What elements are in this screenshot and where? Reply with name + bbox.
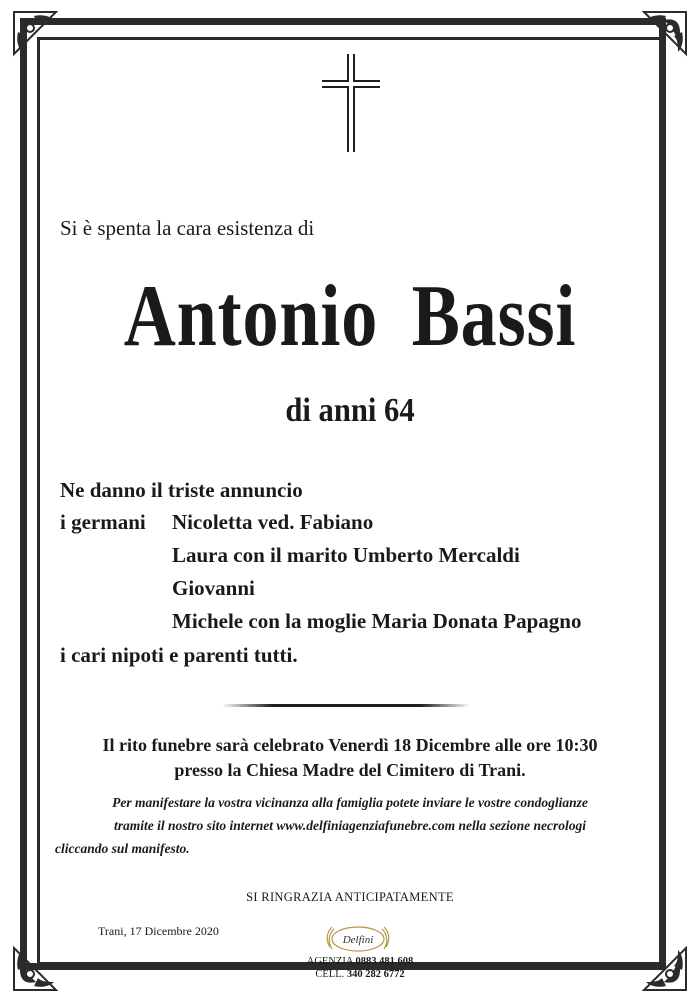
corner-ornament-icon	[10, 944, 60, 994]
family-member: Laura con il marito Umberto Mercaldi	[172, 543, 520, 567]
deceased-name: Antonio Bassi	[123, 268, 577, 365]
place-date: Trani, 17 Dicembre 2020	[98, 924, 219, 938]
cross-icon	[320, 52, 382, 154]
agency-phone: AGENZIA 0883 481 608	[306, 956, 414, 967]
deceased-age: di anni 64	[285, 392, 415, 429]
family-member: Michele con la moglie Maria Donata Papagno	[172, 609, 582, 633]
intro-text: Si è spenta la cara esistenza di	[60, 216, 315, 240]
funeral-location-line: presso la Chiesa Madre del Cimitero di Trani.	[174, 760, 526, 780]
family-member: Nicoletta ved. Fabiano	[172, 510, 374, 534]
divider	[222, 704, 470, 707]
condolences-line: Per manifestare la vostra vicinanza alla famiglia potete inviare le vostre condoglianze	[112, 795, 588, 810]
family-line	[60, 510, 373, 535]
condolences-line: cliccando sul manifesto.	[55, 841, 190, 856]
relation-label: i germani	[60, 510, 146, 534]
closing-text: i cari nipoti e parenti tutti.	[60, 643, 298, 667]
family-member: Giovanni	[172, 576, 255, 600]
corner-ornament-icon	[640, 8, 690, 58]
agency-logo	[322, 921, 394, 955]
agency-cell: CELL. 340 282 6772	[315, 969, 405, 980]
announcement-text: Ne danno il triste annuncio	[60, 478, 303, 502]
agency-logo-text: Delfini	[342, 934, 374, 946]
corner-ornament-icon	[640, 944, 690, 994]
condolences-line: tramite il nostro sito internet www.delfiniagenziafunebre.com nella sezione necrologi	[113, 818, 587, 833]
corner-ornament-icon	[10, 8, 60, 58]
thanks-text: SI RINGRAZIA ANTICIPATAMENTE	[246, 890, 454, 904]
funeral-info-line: Il rito funebre sarà celebrato Venerdì 18 Dicembre alle ore 10:30	[102, 735, 598, 755]
